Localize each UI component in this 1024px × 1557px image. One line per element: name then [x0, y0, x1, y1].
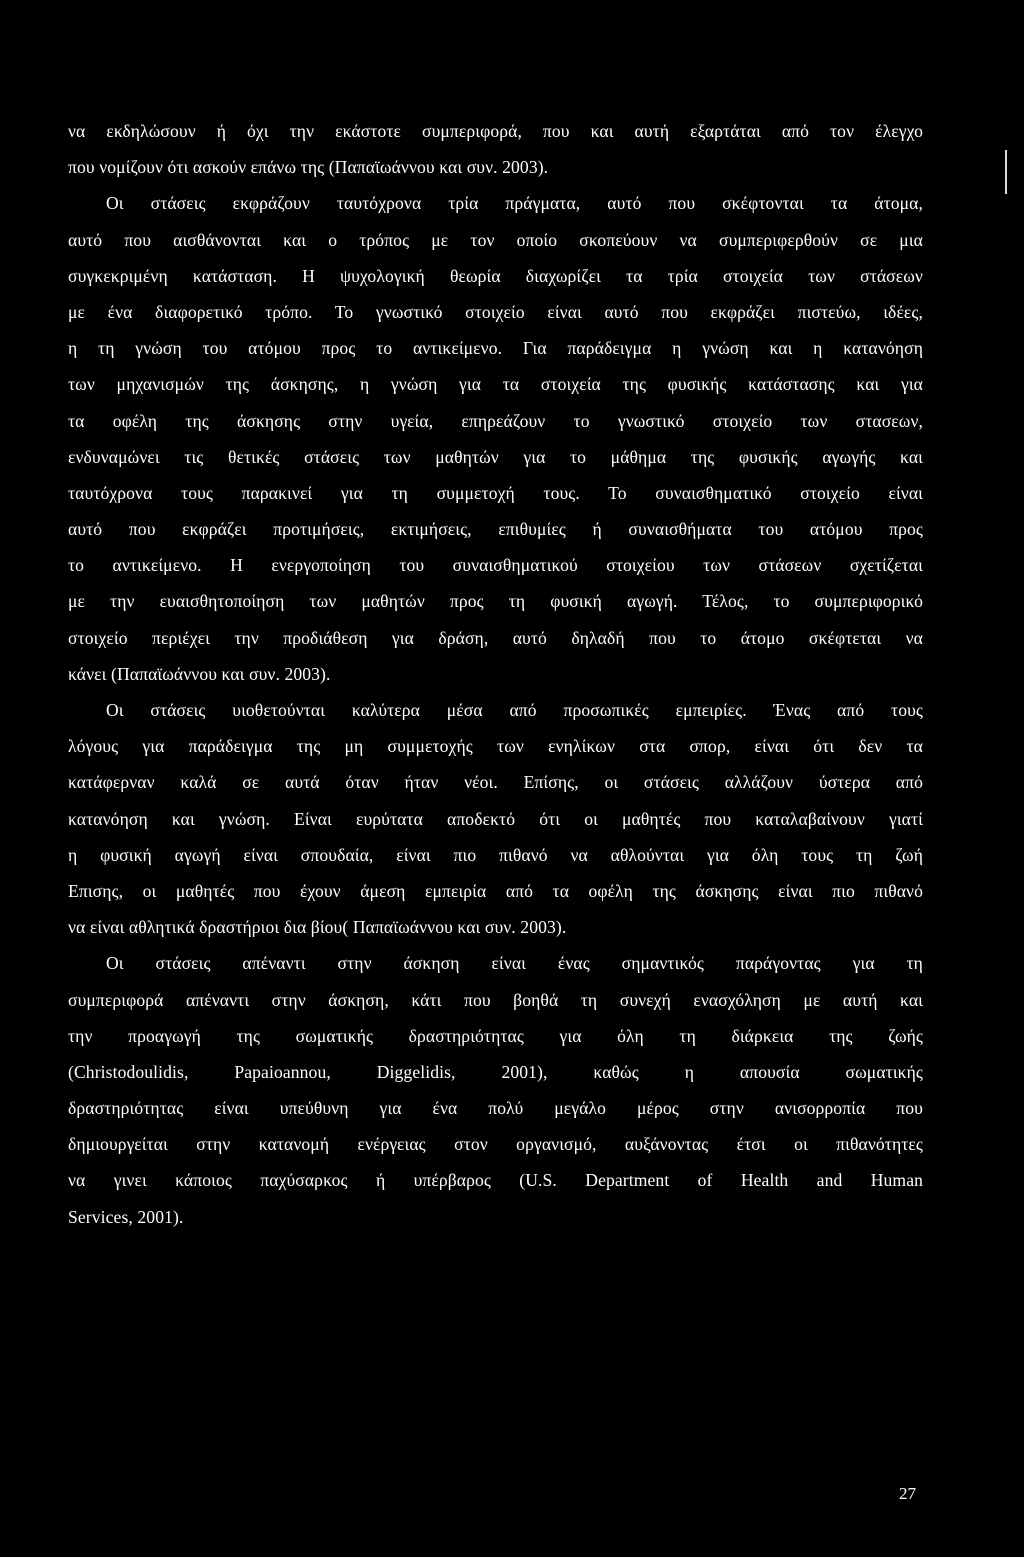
- text-line: κάνει (Παπαϊωάννου και συν. 2003).: [68, 663, 331, 684]
- text-line: στοιχείο περιέχει την προδιάθεση για δράση, αυτό δηλαδή που το άτομο σκέφτεται να: [68, 627, 923, 648]
- text-line: που νομίζουν ότι ασκούν επάνω της (Παπαϊωάννου και συν. 2003).: [68, 157, 549, 178]
- text-line: κατάφερναν καλά σε αυτά όταν ήταν νέοι. Επίσης, οι στάσεις αλλάζουν ύστερα από: [68, 772, 923, 793]
- text-line: Επισης, οι μαθητές που έχουν άμεση εμπειρία από τα οφέλη της άσκησης είναι πιο πιθανό: [68, 880, 923, 901]
- text-line: Οι στάσεις απέναντι στην άσκηση είναι ένας σημαντικός παράγοντας για τη: [106, 953, 923, 974]
- text-line: κατανόηση και γνώση. Είναι ευρύτατα αποδεκτό ότι οι μαθητές που καταλαβαίνουν γιατί: [68, 808, 923, 829]
- text-line: την προαγωγή της σωματικής δραστηριότητας για όλη τη διάρκεια της ζωής: [68, 1025, 923, 1046]
- text-line: τα οφέλη της άσκησης στην υγεία, επηρεάζουν το γνωστικό στοιχείο των στασεων,: [68, 410, 923, 431]
- text-line: Services, 2001).: [68, 1206, 184, 1227]
- text-line: αυτό που αισθάνονται και ο τρόπος με τον οποίο σκοπεύουν να συμπεριφερθούν σε μια: [68, 229, 923, 250]
- text-line: δραστηριότητας είναι υπεύθυνη για ένα πολύ μεγάλο μέρος στην ανισορροπία που: [68, 1098, 923, 1119]
- body-text: [68, 113, 923, 1235]
- text-line: ταυτόχρονα τους παρακινεί για τη συμμετοχή τους. Το συναισθηματικό στοιχείο είναι: [68, 482, 923, 503]
- text-line: με ένα διαφορετικό τρόπο. Το γνωστικό στοιχείο είναι αυτό που εκφράζει πιστεύω, ιδέες,: [68, 301, 923, 322]
- text-line: δημιουργείται στην κατανομή ενέργειας στον οργανισμό, αυξάνοντας έτσι οι πιθανότητες: [68, 1134, 923, 1155]
- text-line: Οι στάσεις εκφράζουν ταυτόχρονα τρία πράγματα, αυτό που σκέφτονται τα άτομα,: [106, 193, 923, 214]
- text-line: ενδυναμώνει τις θετικές στάσεις των μαθητών για το μάθημα της φυσικής αγωγής και: [68, 446, 923, 467]
- text-line: να γινει κάποιος παχύσαρκος ή υπέρβαρος (U.S. Department of Health and Human: [68, 1170, 923, 1191]
- text-line: το αντικείμενο. Η ενεργοποίηση του συναισθηματικού στοιχείου των στάσεων σχετίζεται: [68, 555, 923, 576]
- text-line: λόγους για παράδειγμα της μη συμμετοχής των ενηλίκων στα σπορ, είναι ότι δεν τα: [68, 736, 923, 757]
- text-line: η τη γνώση του ατόμου προς το αντικείμενο. Για παράδειγμα η γνώση και η κατανόηση: [68, 338, 923, 359]
- page-number: 27: [899, 1484, 916, 1503]
- text-line: η φυσική αγωγή είναι σπουδαία, είναι πιο πιθανό να αθλούνται για όλη τους τη ζωή: [68, 844, 923, 865]
- text-line: Οι στάσεις υιοθετούνται καλύτερα μέσα από προσωπικές εμπειρίες. Ένας από τους: [106, 700, 923, 720]
- text-line: αυτό που εκφράζει προτιμήσεις, εκτιμήσεις, επιθυμίες ή συναισθήματα του ατόμου προς: [68, 519, 923, 540]
- text-line: να εκδηλώσουν ή όχι την εκάστοτε συμπεριφορά, που και αυτή εξαρτάται από τον έλεγχο: [68, 121, 923, 141]
- margin-mark: [1005, 150, 1007, 194]
- text-line: συμπεριφορά απέναντι στην άσκηση, κάτι που βοηθά τη συνεχή ενασχόληση με αυτή και: [68, 989, 923, 1010]
- text-line: συγκεκριμένη κατάσταση. Η ψυχολογική θεωρία διαχωρίζει τα τρία στοιχεία των στάσεων: [68, 265, 923, 286]
- text-line: (Christodoulidis, Papaioannou, Diggelidis, 2001), καθώς η απουσία σωματικής: [68, 1061, 923, 1082]
- text-line: με την ευαισθητοποίηση των μαθητών προς τη φυσική αγωγή. Τέλος, το συμπεριφορικό: [68, 591, 923, 612]
- text-line: να είναι αθλητικά δραστήριοι δια βίου( Παπαϊωάννου και συν. 2003).: [68, 917, 567, 938]
- text-line: των μηχανισμών της άσκησης, η γνώση για τα στοιχεία της φυσικής κατάστασης και για: [68, 374, 923, 395]
